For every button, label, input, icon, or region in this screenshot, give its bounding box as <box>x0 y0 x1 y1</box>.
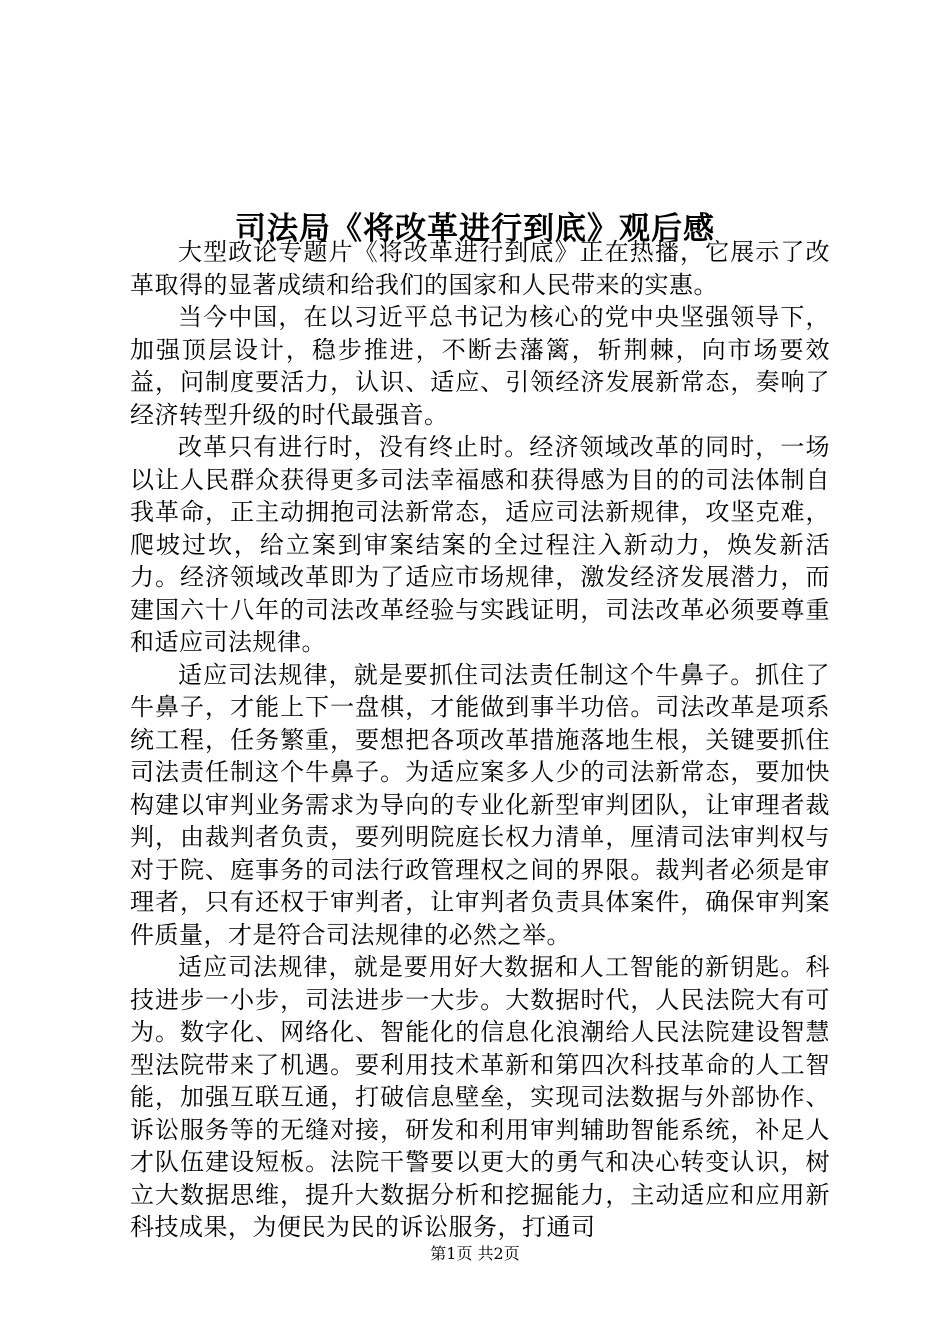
paragraph: 适应司法规律，就是要用好大数据和人工智能的新钥匙。科技进步一小步，司法进步一大步。大数据时代，人民法院大有可为。数字化、网络化、智能化的信息化浪潮给人民法院建设智慧型法院带来了机遇。要利用技术革新和第四次科技革命的人工智能，加强互联互通，打破信息壁垒，实现司法数据与外部协作、诉讼服务等的无缝对接，研发和利用审判辅助智能系统，补足人才队伍建设短板。法院干警要以更大的勇气和决心转变认识，树立大数据思维，提升大数据分析和挖掘能力，主动适应和应用新科技成果，为便民为民的诉讼服务，打通司 <box>130 953 830 1241</box>
paragraph: 大型政论专题片《将改革进行到底》正在热播，它展示了改革取得的显著成绩和给我们的国家和人民带来的实惠。 <box>130 238 830 299</box>
page-number-footer: 第1页 共2页 <box>430 1244 520 1263</box>
document-body <box>130 236 830 1244</box>
paragraph: 当今中国，在以习近平总书记为核心的党中央坚强领导下，加强顶层设计，稳步推进，不断去藩篱，斩荆棘，向市场要效益，问制度要活力，认识、适应、引领经济发展新常态，奏响了经济转型升级的时代最强音。 <box>130 303 830 429</box>
document-title: 司法局《将改革进行到底》观后感 <box>235 210 715 247</box>
paragraph: 改革只有进行时，没有终止时。经济领域改革的同时，一场以让人民群众获得更多司法幸福感和获得感为目的的司法体制自我革命，正主动拥抱司法新常态，适应司法新规律，攻坚克难，爬坡过坎，给立案到审案结案的全过程注入新动力，焕发新活力。经济领域改革即为了适应市场规律，激发经济发展潜力，而建国六十八年的司法改革经验与实践证明，司法改革必须要尊重和适应司法规律。 <box>130 433 830 656</box>
paragraph: 适应司法规律，就是要抓住司法责任制这个牛鼻子。抓住了牛鼻子，才能上下一盘棋，才能做到事半功倍。司法改革是项系统工程，任务繁重，要想把各项改革措施落地生根，关键要抓住司法责任制这个牛鼻子。为适应案多人少的司法新常态，要加快构建以审判业务需求为导向的专业化新型审判团队，让审理者裁判，由裁判者负责，要列明院庭长权力清单，厘清司法审判权与对于院、庭事务的司法行政管理权之间的界限。裁判者必须是审理者，只有还权于审判者，让审判者负责具体案件，确保审判案件质量，才是符合司法规律的必然之举。 <box>130 660 830 949</box>
